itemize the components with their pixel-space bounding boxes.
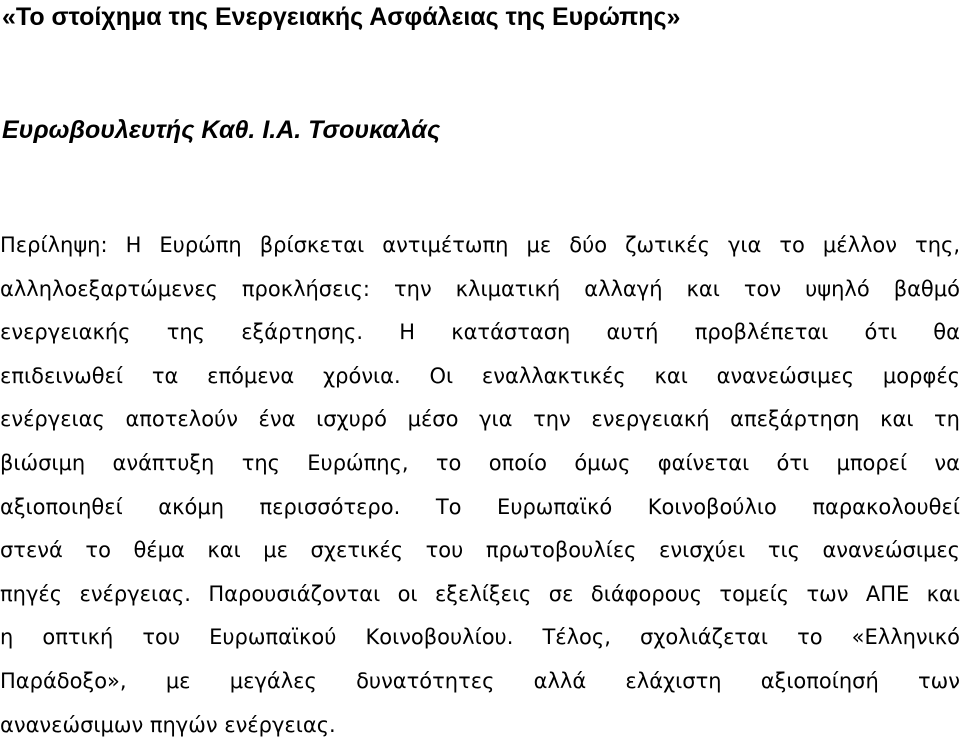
abstract-line: βιώσιμη ανάπτυξη της Ευρώπης, το οποίο όμως φαίνεται ότι μπορεί να bbox=[0, 450, 960, 475]
abstract-line: η οπτική του Ευρωπαϊκού Κοινοβουλίου. Τέλος, σχολιάζεται το «Ελληνικό bbox=[0, 625, 960, 650]
abstract-line: Παράδοξο», με μεγάλες δυνατότητες αλλά ελάχιστη αξιοποίησή των bbox=[0, 668, 960, 693]
abstract-line: επιδεινωθεί τα επόμενα χρόνια. Οι εναλλακτικές και ανανεώσιμες μορφές bbox=[0, 363, 960, 388]
abstract-line: ενέργειας αποτελούν ένα ισχυρό μέσο για την ενεργειακή απεξάρτηση και τη bbox=[0, 407, 960, 432]
abstract-line: Περίληψη: Η Ευρώπη βρίσκεται αντιμέτωπη με δύο ζωτικές για το μέλλον της, bbox=[0, 233, 960, 257]
abstract-line: αξιοποιηθεί ακόμη περισσότερο. Το Ευρωπαϊκό Κοινοβούλιο παρακολουθεί bbox=[0, 494, 960, 519]
abstract-paragraph bbox=[0, 224, 960, 747]
abstract-line: ενεργειακής της εξάρτησης. Η κατάσταση αυτή προβλέπεται ότι θα bbox=[0, 320, 960, 345]
abstract-line: στενά το θέμα και με σχετικές του πρωτοβουλίες ενισχύει τις ανανεώσιμες bbox=[0, 538, 960, 563]
author-line: Ευρωβουλευτής Καθ. Ι.Α. Τσουκαλάς bbox=[2, 116, 441, 144]
abstract-line: πηγές ενέργειας. Παρουσιάζονται οι εξελίξεις σε διάφορους τομείς των ΑΠΕ και bbox=[0, 581, 960, 606]
document-title: «Το στοίχημα της Ενεργειακής Ασφάλειας της Ευρώπης» bbox=[2, 3, 681, 31]
abstract-line: αλληλοεξαρτώμενες προκλήσεις: την κλιματική αλλαγή και τον υψηλό βαθμό bbox=[0, 276, 960, 301]
abstract-line: ανανεώσιμων πηγών ενέργειας. bbox=[0, 712, 336, 737]
